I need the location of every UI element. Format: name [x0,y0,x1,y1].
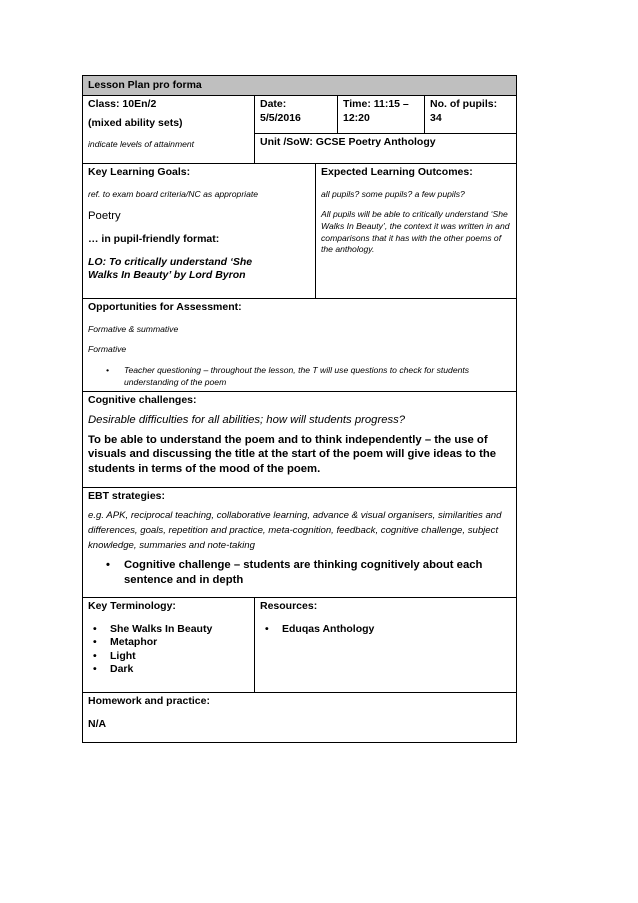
date-value: 5/5/2016 [260,111,301,124]
terminology-item: Light [110,649,136,662]
class-label: Class: 10En/2 [88,98,157,111]
goals-lo-line1: LO: To critically understand ‘She [88,255,253,268]
bullet-icon: • [93,663,97,676]
list-item [260,623,511,636]
bullet-icon: • [93,622,97,635]
outcomes-text: All pupils will be able to critically understand ‘She Walks In Beauty’, the context it was written in and comparisons that it has with the other poems of the anthology. [321,209,510,255]
pupils-value: 34 [430,111,442,124]
unit-cell: Unit /SoW: GCSE Poetry Anthology [255,134,517,164]
bullet-icon: • [265,622,269,635]
homework-heading: Homework and practice: [88,695,210,708]
bullet-icon: • [93,649,97,662]
assessment-cell [83,299,517,392]
assessment-list [88,365,511,388]
outcomes-heading: Expected Learning Outcomes: [321,166,473,179]
terminology-heading: Key Terminology: [88,600,176,613]
ebt-heading: EBT strategies: [88,490,166,503]
time-cell [338,96,425,134]
goals-topic: Poetry [88,210,121,223]
goals-heading: Key Learning Goals: [88,166,191,179]
time-label: Time: 11:15 – [343,98,409,111]
bullet-icon: • [93,636,97,649]
resources-list [260,623,511,636]
outcomes-question: all pupils? some pupils? a few pupils? [321,188,465,199]
terminology-item: She Walks In Beauty [110,622,213,635]
terminology-item: Metaphor [110,636,158,649]
ebt-bullet: Cognitive challenge – students are thinking cognitively about each sentence and in depth [124,559,483,587]
list-item [88,558,511,587]
terminology-item: Dark [110,663,134,676]
bullet-icon: • [106,365,110,376]
class-note: (mixed ability sets) [88,116,183,129]
title-row [83,76,517,96]
list-item [88,623,249,636]
lesson-plan-document [82,75,516,743]
class-cell [83,96,255,164]
pupils-label: No. of pupils: [430,98,498,111]
goals-ref: ref. to exam board criteria/NC as appropriate [88,188,259,199]
resource-item: Eduqas Anthology [282,622,375,635]
date-label: Date: [260,98,287,111]
cognitive-prompt: Desirable difficulties for all abilities; how will students progress? [88,413,406,426]
assessment-chosen: Formative [88,344,127,355]
cognitive-text: To be able to understand the poem and to think independently – the use of visuals and discussing the title at the start of the poem will give ideas to the students in terms of the mood of the poem. [88,433,497,475]
time-value: 12:20 [343,111,370,124]
date-cell [255,96,338,134]
list-item [88,365,511,388]
class-hint: indicate levels of attainment [88,139,195,150]
learning-outcomes-cell [316,164,517,299]
cognitive-heading: Cognitive challenges: [88,394,197,407]
ebt-strategies-cell [83,488,517,598]
homework-value: N/A [88,717,107,730]
list-item [88,650,249,663]
list-item [88,663,249,676]
goals-lo-line2: Walks In Beauty’ by Lord Byron [88,269,246,282]
learning-goals-cell [83,164,316,299]
ebt-list [88,558,511,587]
bullet-icon: • [106,559,110,572]
assessment-bullet: Teacher questioning – throughout the lesson, the T will use questions to check for students understanding of the poem [124,365,470,387]
pupils-cell [425,96,517,134]
page-title: Lesson Plan pro forma [83,76,517,96]
terminology-list [88,623,249,677]
ebt-examples: e.g. APK, reciprocal teaching, collaborative learning, advance & visual organisers, similarities and differences, goals, repetition and practice, meta-cognition, feedback, cognitive challenge, subject knowledge, summaries and note-taking [88,509,502,551]
key-terminology-cell [83,598,255,693]
goals-friendly-label: … in pupil-friendly format: [88,233,220,246]
resources-cell [255,598,517,693]
resources-heading: Resources: [260,600,318,613]
assessment-type: Formative & summative [88,323,179,334]
lesson-plan-table [82,75,517,743]
list-item [88,636,249,649]
cognitive-challenges-cell [83,392,517,488]
assessment-heading: Opportunities for Assessment: [88,301,242,314]
homework-cell [83,693,517,743]
